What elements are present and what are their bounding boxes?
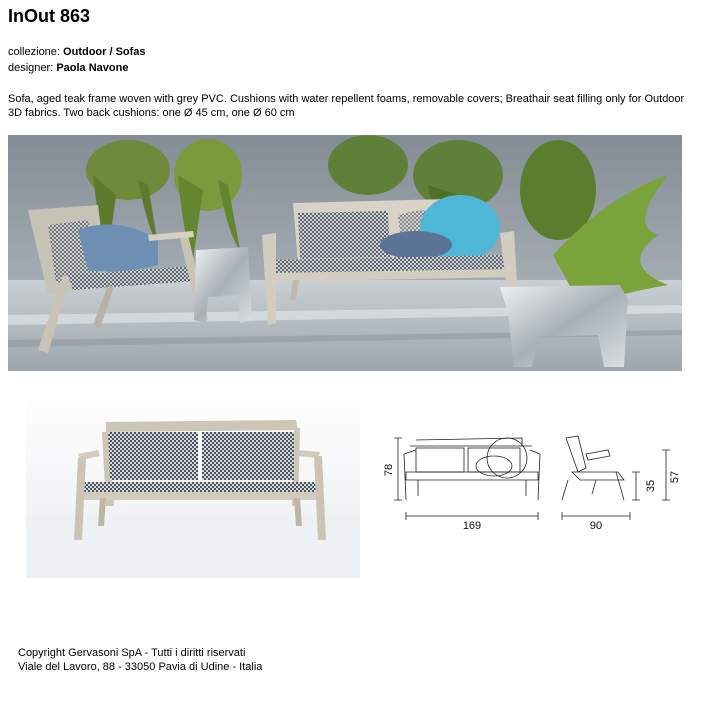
designer-line [8, 61, 128, 75]
address-line: Viale del Lavoro, 88 - 33050 Pavia di Udine - Italia [18, 661, 263, 673]
seat-height-dimension-line [632, 472, 640, 500]
collection-line [8, 45, 146, 59]
footer [18, 646, 262, 674]
collection-value: Outdoor / Sofas [63, 46, 146, 58]
lifestyle-photo [8, 135, 682, 371]
front-view-drawing [404, 438, 540, 500]
arm-height-label: 57 [669, 470, 681, 484]
copyright-line: Copyright Gervasoni SpA - Tutti i diritti riservati [18, 647, 246, 659]
depth-dimension-line [562, 512, 630, 520]
side-view-drawing [562, 436, 624, 500]
height-dimension-line [394, 438, 402, 500]
technical-drawings [372, 388, 708, 612]
product-title: InOut 863 [8, 6, 91, 26]
width-label: 169 [462, 520, 482, 532]
collection-label: collezione: [8, 46, 60, 58]
product-description: Sofa, aged teak frame woven with grey PVC. Cushions with water repellent foams, removable covers; Breathair seat filling only for Outdoor 3D fabrics. Two back cushions: one Ø 45 cm, one Ø 60 cm [8, 93, 685, 119]
width-dimension-line [406, 512, 538, 520]
designer-label: designer: [8, 62, 54, 74]
seat-height-label: 35 [645, 479, 657, 493]
height-total-label: 78 [383, 463, 395, 477]
designer-value: Paola Navone [56, 62, 129, 74]
depth-label: 90 [589, 520, 603, 532]
product-photo [26, 388, 360, 578]
